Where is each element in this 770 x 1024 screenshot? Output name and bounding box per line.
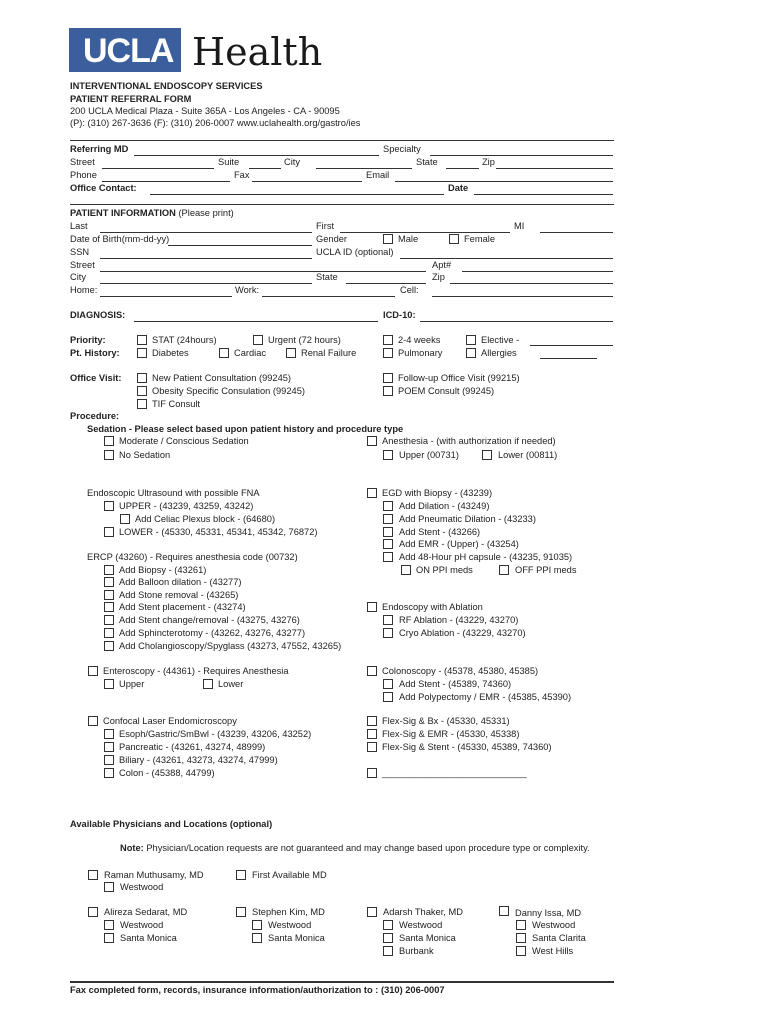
upper-anes-label: Upper (00731) [399,450,459,460]
muthusamy-westwood-label: Westwood [120,882,164,892]
lower-anes-label: Lower (00811) [498,450,558,460]
sedarat-santa-monica-label: Santa Monica [120,933,177,943]
egd-pneumatic-checkbox[interactable] [383,514,393,524]
esoph-label: Esoph/Gastric/SmBwl - (43239, 43206, 43252) [119,729,312,739]
no-sedation-label: No Sedation [119,450,171,460]
enteroscopy-checkbox[interactable] [88,666,98,676]
ucla-id-label: UCLA ID (optional) [316,247,394,257]
allergies-field[interactable] [540,358,597,359]
male-label: Male [398,234,419,244]
new-patient-label: New Patient Consultation (99245) [152,373,292,383]
patient-city-label: City [70,272,87,282]
gender-label: Gender [316,234,348,244]
female-checkbox[interactable] [449,234,459,244]
ercp-biopsy-checkbox[interactable] [104,565,114,575]
patient-state-field[interactable] [346,283,426,284]
kim-santa-monica-label: Santa Monica [268,933,325,943]
renal-label: Renal Failure [301,348,357,358]
last-name-field[interactable] [100,232,312,233]
tif-label: TIF Consult [152,399,201,409]
poem-label: POEM Consult (99245) [398,386,495,396]
city-label: City [284,157,301,167]
ercp-stone-checkbox[interactable] [104,590,114,600]
cryo-label: Cryo Ablation - (43229, 43270) [399,628,526,638]
apt-label: Apt# [432,260,452,270]
zip-label: Zip [482,157,495,167]
ercp-cholang-checkbox[interactable] [104,641,114,651]
off-ppi-checkbox[interactable] [499,565,509,575]
patient-state-label: State [316,272,338,282]
kim-label: Stephen Kim, MD [252,907,325,917]
issa-label: Danny Issa, MD [515,908,582,918]
enteroscopy-label: Enteroscopy - (44361) - Requires Anesthesia [103,666,289,676]
urgent-checkbox[interactable] [253,335,263,345]
zip-field[interactable] [496,168,613,169]
work-phone-field[interactable] [262,296,395,297]
other-procedure-field[interactable]: ____________________________ [382,768,527,778]
other-procedure-checkbox[interactable] [367,768,377,778]
anesthesia-checkbox[interactable] [367,436,377,446]
state-label: State [416,157,438,167]
home-phone-label: Home: [70,285,98,295]
egd-stent-checkbox[interactable] [383,527,393,537]
weeks-label: 2-4 weeks [398,335,441,345]
sedarat-westwood-checkbox[interactable] [104,920,114,930]
issa-west-hills-label: West Hills [532,946,574,956]
date-label: Date [448,183,469,193]
ercp-stent-label: Add Stent placement - (43274) [119,602,246,612]
street-label: Street [70,157,95,167]
egd-stent-label: Add Stent - (43266) [399,527,481,537]
issa-west-hills-checkbox[interactable] [516,946,526,956]
ercp-balloon-checkbox[interactable] [104,577,114,587]
eus-upper-checkbox[interactable] [104,501,114,511]
muthusamy-westwood-checkbox[interactable] [104,882,114,892]
flex-bx-checkbox[interactable] [367,716,377,726]
off-ppi-label: OFF PPI meds [515,565,577,575]
diabetes-label: Diabetes [152,348,189,358]
physicians-title: Available Physicians and Locations (optional) [70,819,273,829]
dob-field[interactable] [168,245,312,246]
colonoscopy-label: Colonoscopy - (45378, 45380, 45385) [382,666,539,676]
ercp-sphinc-checkbox[interactable] [104,628,114,638]
patient-city-field[interactable] [100,283,312,284]
patient-zip-field[interactable] [450,283,613,284]
referring-md-field[interactable] [134,155,379,156]
ercp-title: ERCP (43260) - Requires anesthesia code (00732) [87,552,298,562]
ablation-checkbox[interactable] [367,602,377,612]
sedarat-santa-monica-checkbox[interactable] [104,933,114,943]
cryo-checkbox[interactable] [383,628,393,638]
renal-checkbox[interactable] [286,348,296,358]
poem-checkbox[interactable] [383,386,393,396]
egd-dilation-checkbox[interactable] [383,501,393,511]
egd-dilation-label: Add Dilation - (43249) [399,501,490,511]
specialty-field[interactable] [430,155,613,156]
muthusamy-label: Raman Muthusamy, MD [104,870,204,880]
thaker-label: Adarsh Thaker, MD [383,907,463,917]
eus-celiac-checkbox[interactable] [120,514,130,524]
upper-anes-checkbox[interactable] [383,450,393,460]
issa-checkbox[interactable] [499,906,509,916]
city-field[interactable] [316,168,412,169]
ssn-field[interactable] [100,258,312,259]
kim-westwood-checkbox[interactable] [252,920,262,930]
sedarat-westwood-label: Westwood [120,920,164,930]
patient-street-label: Street [70,260,95,270]
egd-ph-label: Add 48-Hour pH capsule - (43235, 91035) [399,552,573,562]
divider [70,204,614,205]
form-title: PATIENT REFERRAL FORM [70,94,192,104]
patient-info-title: PATIENT INFORMATION (Please print) [70,208,234,218]
no-sedation-checkbox[interactable] [104,450,114,460]
thaker-westwood-label: Westwood [399,920,443,930]
logo-ucla-text: UCLA [83,32,174,70]
mi-label: MI [514,221,525,231]
follow-up-checkbox[interactable] [383,373,393,383]
email-field[interactable] [395,181,613,182]
eus-upper-label: UPPER - (43239, 43259, 43242) [119,501,254,511]
elective-field[interactable] [530,345,613,346]
tif-checkbox[interactable] [137,399,147,409]
rf-checkbox[interactable] [383,615,393,625]
moderate-checkbox[interactable] [104,436,114,446]
ercp-cholang-label: Add Cholangioscopy/Spyglass (43273, 47552, 43265) [119,641,342,651]
icd-field[interactable] [420,321,613,322]
footer-fax-note: Fax completed form, records, insurance information/authorization to : (310) 206-0007 [70,985,445,995]
elective-checkbox[interactable] [466,335,476,345]
flex-stent-label: Flex-Sig & Stent - (45330, 45389, 74360) [382,742,552,752]
ercp-balloon-label: Add Balloon dilation - (43277) [119,577,242,587]
pulmonary-checkbox[interactable] [383,348,393,358]
diabetes-checkbox[interactable] [137,348,147,358]
thaker-westwood-checkbox[interactable] [383,920,393,930]
apt-field[interactable] [462,271,613,272]
confocal-label: Confocal Laser Endomicroscopy [103,716,237,726]
state-field[interactable] [446,168,479,169]
eus-lower-checkbox[interactable] [104,527,114,537]
colon-checkbox[interactable] [104,768,114,778]
issa-santa-clarita-checkbox[interactable] [516,933,526,943]
stat-label: STAT (24hours) [152,335,217,345]
lower-anes-checkbox[interactable] [482,450,492,460]
allergies-label: Allergies [481,348,517,358]
cardiac-checkbox[interactable] [219,348,229,358]
egd-biopsy-checkbox[interactable] [367,488,377,498]
on-ppi-label: ON PPI meds [416,565,473,575]
kim-checkbox[interactable] [236,907,246,917]
referring-md-label: Referring MD [70,144,129,154]
ent-upper-checkbox[interactable] [104,679,114,689]
pt-history-label: Pt. History: [70,348,120,358]
thaker-santa-monica-checkbox[interactable] [383,933,393,943]
flex-emr-checkbox[interactable] [367,729,377,739]
office-contact-field[interactable] [150,194,444,195]
egd-biopsy-label: EGD with Biopsy - (43239) [382,488,493,498]
street-field[interactable] [102,168,214,169]
eus-celiac-label: Add Celiac Plexus block - (64680) [135,514,276,524]
physicians-note: Note: Physician/Location requests are not guaranteed and may change based upon procedure type or complexity. [120,843,590,853]
ablation-label: Endoscopy with Ablation [382,602,483,612]
anesthesia-label: Anesthesia - (with authorization if needed) [382,436,556,446]
logo-health-text: Health [192,30,323,74]
egd-emr-checkbox[interactable] [383,539,393,549]
first-available-checkbox[interactable] [236,870,246,880]
ercp-stent-change-checkbox[interactable] [104,615,114,625]
weeks-checkbox[interactable] [383,335,393,345]
phone-label: Phone [70,170,97,180]
confocal-checkbox[interactable] [88,716,98,726]
obesity-label: Obesity Specific Consulation (99245) [152,386,305,396]
office-contact-label: Office Contact: [70,183,137,193]
follow-up-label: Follow-up Office Visit (99215) [398,373,520,383]
issa-westwood-checkbox[interactable] [516,920,526,930]
ucla-id-field[interactable] [400,258,613,259]
thaker-burbank-label: Burbank [399,946,434,956]
work-phone-label: Work: [235,285,260,295]
col-stent-label: Add Stent - (45389, 74360) [399,679,512,689]
ssn-label: SSN [70,247,90,257]
first-name-field[interactable] [340,232,510,233]
male-checkbox[interactable] [383,234,393,244]
email-label: Email [366,170,390,180]
contact-info: (P): (310) 267-3636 (F): (310) 206-0007 www.uclahealth.org/gastro/ies [70,118,361,128]
diagnosis-label: DIAGNOSIS: [70,310,126,320]
egd-emr-label: Add EMR - (Upper) - (43254) [399,539,519,549]
ercp-stent-change-label: Add Stent change/removal - (43275, 43276) [119,615,300,625]
fax-label: Fax [234,170,250,180]
colonoscopy-checkbox[interactable] [367,666,377,676]
col-stent-checkbox[interactable] [383,679,393,689]
sedation-title: Sedation - Please select based upon patient history and procedure type [87,424,404,434]
rf-label: RF Ablation - (43229, 43270) [399,615,519,625]
urgent-label: Urgent (72 hours) [268,335,341,345]
dept-title: INTERVENTIONAL ENDOSCOPY SERVICES [70,81,263,91]
thaker-checkbox[interactable] [367,907,377,917]
eus-title: Endoscopic Ultrasound with possible FNA [87,488,260,498]
footer-divider [70,981,614,983]
suite-field[interactable] [249,168,281,169]
new-patient-checkbox[interactable] [137,373,147,383]
issa-santa-clarita-label: Santa Clarita [532,933,586,943]
biliary-label: Biliary - (43261, 43273, 43274, 47999) [119,755,278,765]
obesity-checkbox[interactable] [137,386,147,396]
pulmonary-label: Pulmonary [398,348,443,358]
patient-street-field[interactable] [100,271,426,272]
flex-emr-label: Flex-Sig & EMR - (45330, 45338) [382,729,520,739]
colon-label: Colon - (45388, 44799) [119,768,215,778]
issa-westwood-label: Westwood [532,920,576,930]
egd-ph-checkbox[interactable] [383,552,393,562]
priority-label: Priority: [70,335,106,345]
sedarat-label: Alireza Sedarat, MD [104,907,188,917]
muthusamy-checkbox[interactable] [88,870,98,880]
last-label: Last [70,221,88,231]
phone-field[interactable] [102,181,230,182]
home-phone-field[interactable] [100,296,232,297]
mi-field[interactable] [540,232,613,233]
flex-bx-label: Flex-Sig & Bx - (45330, 45331) [382,716,510,726]
egd-pneumatic-label: Add Pneumatic Dilation - (43233) [399,514,536,524]
col-polyp-label: Add Polypectomy / EMR - (45385, 45390) [399,692,572,702]
specialty-label: Specialty [383,144,421,154]
ercp-sphinc-label: Add Sphincterotomy - (43262, 43276, 43277) [119,628,306,638]
suite-label: Suite [218,157,240,167]
on-ppi-checkbox[interactable] [401,565,411,575]
sedarat-checkbox[interactable] [88,907,98,917]
col-polyp-checkbox[interactable] [383,692,393,702]
kim-santa-monica-checkbox[interactable] [252,933,262,943]
thaker-santa-monica-label: Santa Monica [399,933,456,943]
thaker-burbank-checkbox[interactable] [383,946,393,956]
office-visit-label: Office Visit: [70,373,122,383]
ent-upper-label: Upper [119,679,145,689]
address: 200 UCLA Medical Plaza - Suite 365A - Los Angeles - CA - 90095 [70,106,340,116]
divider [70,140,614,141]
diagnosis-field[interactable] [134,321,378,322]
fax-field[interactable] [252,181,362,182]
allergies-checkbox[interactable] [466,348,476,358]
ercp-stent-checkbox[interactable] [104,602,114,612]
esoph-checkbox[interactable] [104,729,114,739]
date-field[interactable] [474,194,613,195]
cell-phone-field[interactable] [432,296,613,297]
stat-checkbox[interactable] [137,335,147,345]
ercp-stone-label: Add Stone removal - (43265) [119,590,239,600]
first-label: First [316,221,335,231]
first-available-label: First Available MD [252,870,327,880]
biliary-checkbox[interactable] [104,755,114,765]
female-label: Female [464,234,496,244]
pancreatic-label: Pancreatic - (43261, 43274, 48999) [119,742,266,752]
eus-lower-label: LOWER - (45330, 45331, 45341, 45342, 76872) [119,527,318,537]
icd-label: ICD-10: [383,310,416,320]
dob-label: Date of Birth(mm-dd-yy) [70,234,170,244]
ercp-biopsy-label: Add Biopsy - (43261) [119,565,207,575]
cardiac-label: Cardiac [234,348,267,358]
procedure-label: Procedure: [70,411,120,421]
ent-lower-label: Lower [218,679,244,689]
elective-label: Elective - [481,335,520,345]
pancreatic-checkbox[interactable] [104,742,114,752]
kim-westwood-label: Westwood [268,920,312,930]
patient-zip-label: Zip [432,272,445,282]
ent-lower-checkbox[interactable] [203,679,213,689]
moderate-label: Moderate / Conscious Sedation [119,436,249,446]
flex-stent-checkbox[interactable] [367,742,377,752]
cell-phone-label: Cell: [400,285,419,295]
